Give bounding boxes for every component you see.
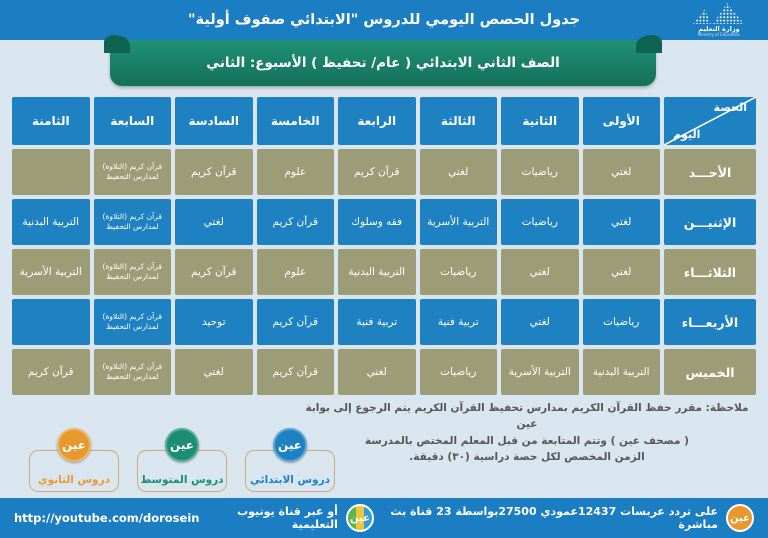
ministry-name-arabic: وزارة التعليم <box>698 25 740 33</box>
schedule-cell: توحيد <box>175 299 253 345</box>
schedule-cell: التربية البدنية <box>583 349 661 395</box>
ain-logo-blue-icon: عين <box>273 428 307 462</box>
schedule-cell: قرآن كريم (التلاوة) لمدارس التحفيظ <box>94 149 172 195</box>
schedule-cell: تربية فنية <box>338 299 416 345</box>
grade-week-ribbon <box>110 40 656 86</box>
schedule-cell: قرآن كريم (التلاوة) لمدارس التحفيظ <box>94 349 172 395</box>
schedule-cell: رياضيات <box>420 249 498 295</box>
schedule-cell: رياضيات <box>501 149 579 195</box>
badge-intermediate-lessons <box>134 428 230 492</box>
period-header: الأولى <box>583 97 661 145</box>
youtube-channel-text: أو عبر قناة يوتيوب التعليمية <box>237 505 338 531</box>
schedule-cell <box>12 299 90 345</box>
day-label-thursday: الخميس <box>664 349 756 395</box>
period-header: الثانية <box>501 97 579 145</box>
schedule-cell: التربية الأسرية <box>12 249 90 295</box>
ain-logo-footer-orange-icon: عين <box>726 504 754 532</box>
note-line: الزمن المخصص لكل حصة دراسية (٣٠) دقيقة. <box>409 450 645 463</box>
youtube-url-link[interactable]: http://youtube.com/dorosein <box>14 511 200 525</box>
note-line: ملاحظة: مقرر حفظ القرآن الكريم بمدارس تحفيظ القرآن الكريم يتم الرجوع إلى بوابة عين <box>305 402 749 431</box>
corner-period-label: الحصة <box>713 101 747 114</box>
period-header: السابعة <box>94 97 172 145</box>
page-title: جدول الحصص اليومي للدروس "الابتدائي صفوف أولية" <box>187 12 581 28</box>
badge-secondary-lessons <box>26 428 122 492</box>
period-header: السادسة <box>175 97 253 145</box>
schedule-cell: قرآن كريم <box>257 349 335 395</box>
schedule-cell: التربية البدنية <box>338 249 416 295</box>
broadcast-frequency-group <box>374 504 754 532</box>
schedule-cell: لغتي <box>583 249 661 295</box>
schedule-cell: التربية الأسرية <box>501 349 579 395</box>
schedule-cell: لغتي <box>583 149 661 195</box>
ain-channel-badges <box>26 428 338 492</box>
badge-secondary-label: دروس الثانوي <box>29 450 119 492</box>
schedule-cell: لغتي <box>175 199 253 245</box>
day-label-wednesday: الأربعـــاء <box>664 299 756 345</box>
schedule-cell: لغتي <box>420 149 498 195</box>
ministry-of-education-logo <box>684 2 754 40</box>
schedule-cell: تربية فنية <box>420 299 498 345</box>
badge-elementary-label: دروس الابتدائي <box>245 450 335 492</box>
schedule-cell: لغتي <box>175 349 253 395</box>
schedule-cell: قرآن كريم <box>175 149 253 195</box>
ain-logo-green-icon: عين <box>165 428 199 462</box>
schedule-cell: التربية البدنية <box>12 199 90 245</box>
corner-day-label: اليوم <box>673 128 701 141</box>
schedule-cell: قرآن كريم <box>338 149 416 195</box>
schedule-cell: التربية الأسرية <box>420 199 498 245</box>
corner-header-cell <box>664 97 756 145</box>
period-header: الثالثة <box>420 97 498 145</box>
schedule-cell: رياضيات <box>583 299 661 345</box>
footer-bar <box>0 498 768 538</box>
schedule-cell <box>12 149 90 195</box>
period-header: الرابعة <box>338 97 416 145</box>
schedule-cell: علوم <box>257 249 335 295</box>
ministry-name-english: Ministry of Education <box>697 32 741 38</box>
schedule-cell: رياضيات <box>420 349 498 395</box>
badge-elementary-lessons <box>242 428 338 492</box>
schedule-cell: لغتي <box>501 249 579 295</box>
ain-logo-footer-multicolor-icon: عين <box>346 504 374 532</box>
badge-intermediate-label: دروس المتوسط <box>137 450 227 492</box>
schedule-cell: رياضيات <box>501 199 579 245</box>
schedule-cell: لغتي <box>501 299 579 345</box>
schedule-cell: فقه وسلوك <box>338 199 416 245</box>
schedule-cell: قرآن كريم (التلاوة) لمدارس التحفيظ <box>94 199 172 245</box>
youtube-channel-group <box>199 504 373 532</box>
period-header: الثامنة <box>12 97 90 145</box>
day-label-tuesday: الثلاثـــاء <box>664 249 756 295</box>
notes-block <box>302 400 752 465</box>
ministry-logo-icon <box>692 2 746 26</box>
grade-week-label: الصف الثاني الابتدائي ( عام/ تحفيظ ) الأسبوع: الثاني <box>206 55 560 71</box>
schedule-cell: لغتي <box>583 199 661 245</box>
ain-logo-orange-icon: عين <box>57 428 91 462</box>
schedule-cell: قرآن كريم <box>12 349 90 395</box>
period-header: الخامسة <box>257 97 335 145</box>
day-label-monday: الإثنيـــن <box>664 199 756 245</box>
note-line: ( مصحف عين ) وتتم المتابعة من قبل المعلم المختص بالمدرسة <box>365 434 689 447</box>
schedule-cell: قرآن كريم (التلاوة) لمدارس التحفيظ <box>94 249 172 295</box>
title-bar <box>0 0 768 40</box>
schedule-cell: علوم <box>257 149 335 195</box>
day-label-sunday: الأحـــد <box>664 149 756 195</box>
schedule-cell: قرآن كريم (التلاوة) لمدارس التحفيظ <box>94 299 172 345</box>
schedule-table <box>12 97 756 395</box>
schedule-cell: قرآن كريم <box>257 199 335 245</box>
schedule-cell: قرآن كريم <box>257 299 335 345</box>
broadcast-frequency-text: على تردد عربسات 12437عمودي 27500بواسطة 23 قناة بث مباشرة <box>390 505 718 531</box>
schedule-cell: لغتي <box>338 349 416 395</box>
schedule-cell: قرآن كريم <box>175 249 253 295</box>
